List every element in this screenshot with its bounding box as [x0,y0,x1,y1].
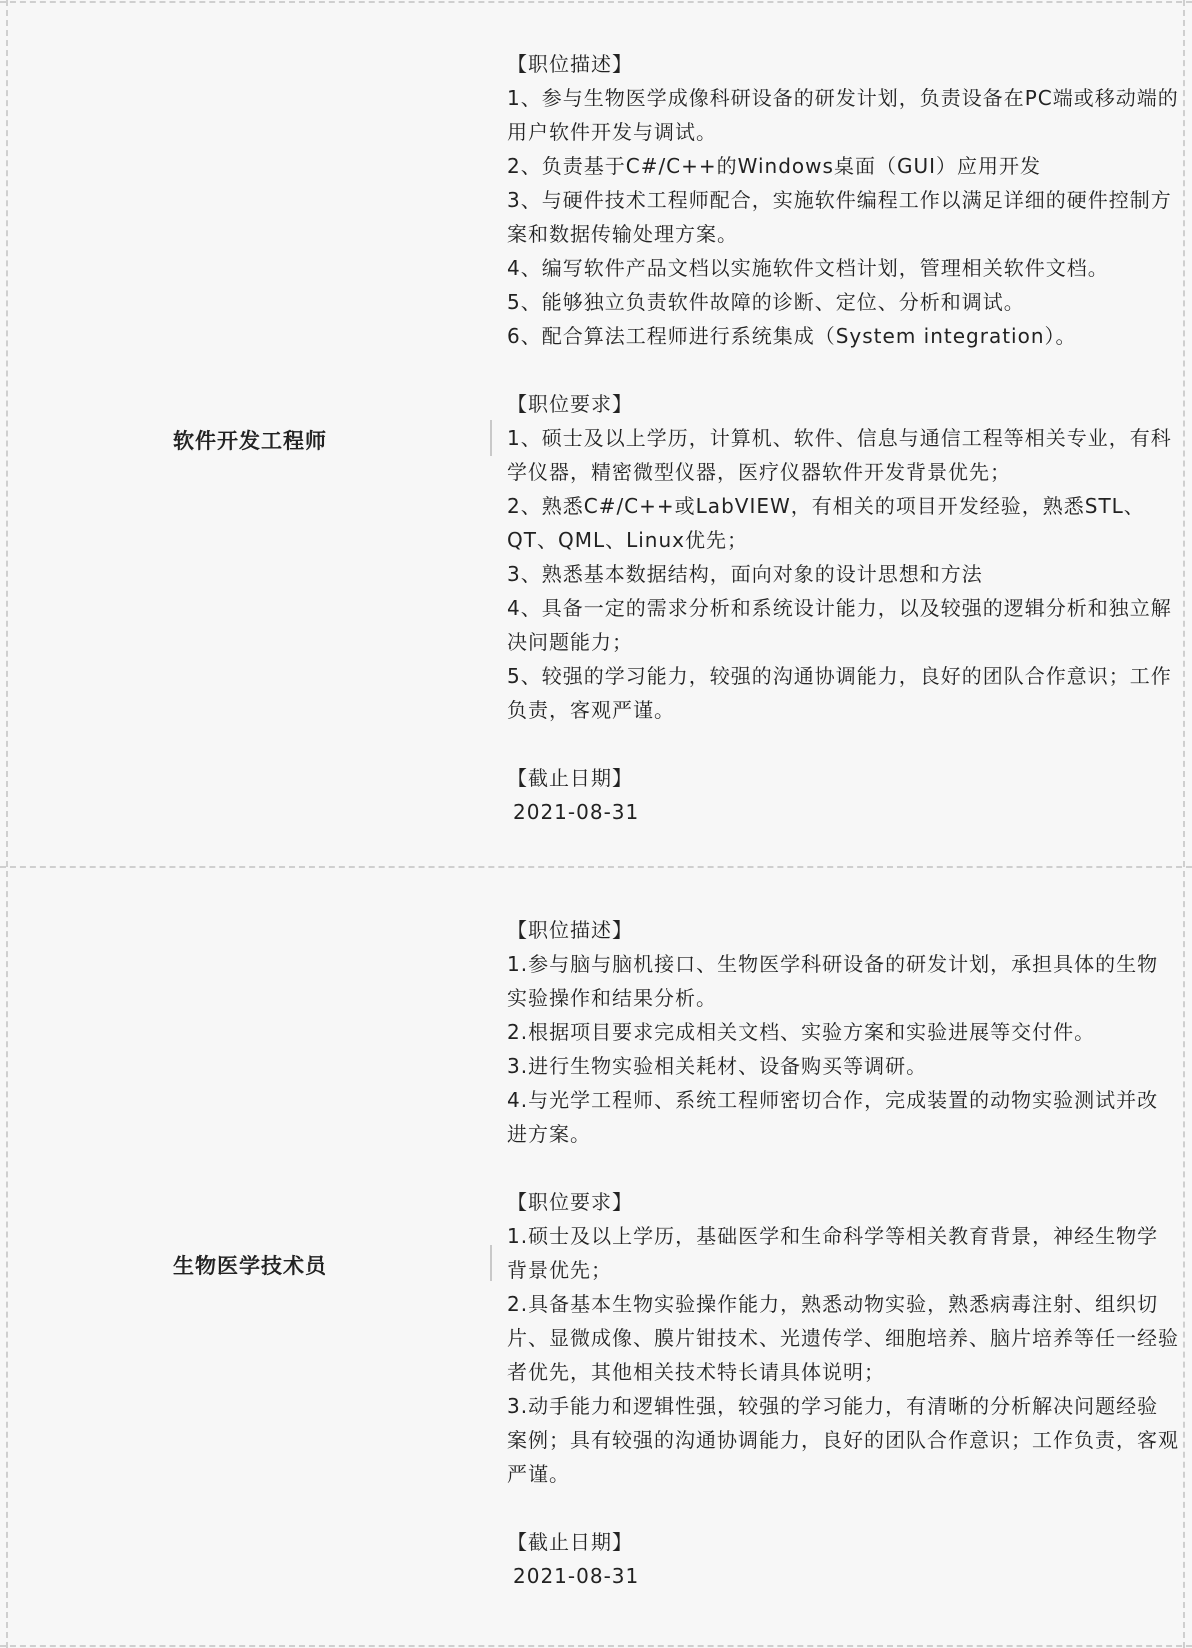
job-title: 软件开发工程师 [173,429,327,453]
requirement-item: 2.具备基本生物实验操作能力，熟悉动物实验，熟悉病毒注射、组织切片、显微成像、膜片钳技术、光遗传学、细胞培养、脑片培养等任一经验者优先，其他相关技术特长请具体说明； [507,1292,1179,1384]
requirement-item: 5、较强的学习能力，较强的沟通协调能力，良好的团队合作意识；工作负责，客观严谨。 [507,664,1172,722]
requirement-item: 1.硕士及以上学历，基础医学和生命科学等相关教育背景，神经生物学背景优先； [507,1224,1159,1282]
description-item: 5、能够独立负责软件故障的诊断、定位、分析和调试。 [507,290,1025,314]
description-item: 4、编写软件产品文档以实施软件文档计划，管理相关软件文档。 [507,256,1109,280]
description-item: 1、参与生物医学成像科研设备的研发计划，负责设备在PC端或移动端的用户软件开发与调试。 [507,86,1179,144]
description-item: 3、与硬件技术工程师配合，实施软件编程工作以满足详细的硬件控制方案和数据传输处理方案。 [507,188,1172,246]
description-heading: 【职位描述】 [507,918,633,942]
deadline-heading: 【截止日期】 [507,1530,633,1554]
description-item: 4.与光学工程师、系统工程师密切合作，完成装置的动物实验测试并改进方案。 [507,1088,1159,1146]
description-heading: 【职位描述】 [507,52,633,76]
job-details [507,47,1179,829]
row-separator [490,420,492,456]
requirements-heading: 【职位要求】 [507,1190,633,1214]
requirement-item: 2、熟悉C#/C++或LabVIEW，有相关的项目开发经验，熟悉STL、QT、QML、Linux优先； [507,494,1145,552]
requirement-item: 1、硕士及以上学历，计算机、软件、信息与通信工程等相关专业，有科学仪器，精密微型仪器，医疗仪器软件开发背景优先； [507,426,1172,484]
job-details [507,913,1179,1593]
requirement-item: 3.动手能力和逻辑性强，较强的学习能力，有清晰的分析解决问题经验案例；具有较强的沟通协调能力，良好的团队合作意识；工作负责，客观严谨。 [507,1394,1179,1486]
job-row [0,868,1192,1646]
requirements-heading: 【职位要求】 [507,392,633,416]
row-separator [490,1245,492,1281]
requirement-item: 4、具备一定的需求分析和系统设计能力，以及较强的逻辑分析和独立解决问题能力； [507,596,1172,654]
deadline-date: 2021-08-31 [513,1564,640,1588]
deadline-date: 2021-08-31 [513,800,640,824]
description-item: 2、负责基于C#/C++的Windows桌面（GUI）应用开发 [507,154,1041,178]
requirement-item: 3、熟悉基本数据结构，面向对象的设计思想和方法 [507,562,983,586]
description-item: 6、配合算法工程师进行系统集成（System integration）。 [507,324,1077,348]
deadline-heading: 【截止日期】 [507,766,633,790]
description-item: 3.进行生物实验相关耗材、设备购买等调研。 [507,1054,928,1078]
job-title: 生物医学技术员 [173,1254,327,1278]
description-item: 1.参与脑与脑机接口、生物医学科研设备的研发计划，承担具体的生物实验操作和结果分析。 [507,952,1159,1010]
description-item: 2.根据项目要求完成相关文档、实验方案和实验进展等交付件。 [507,1020,1096,1044]
divider [0,1645,1192,1647]
